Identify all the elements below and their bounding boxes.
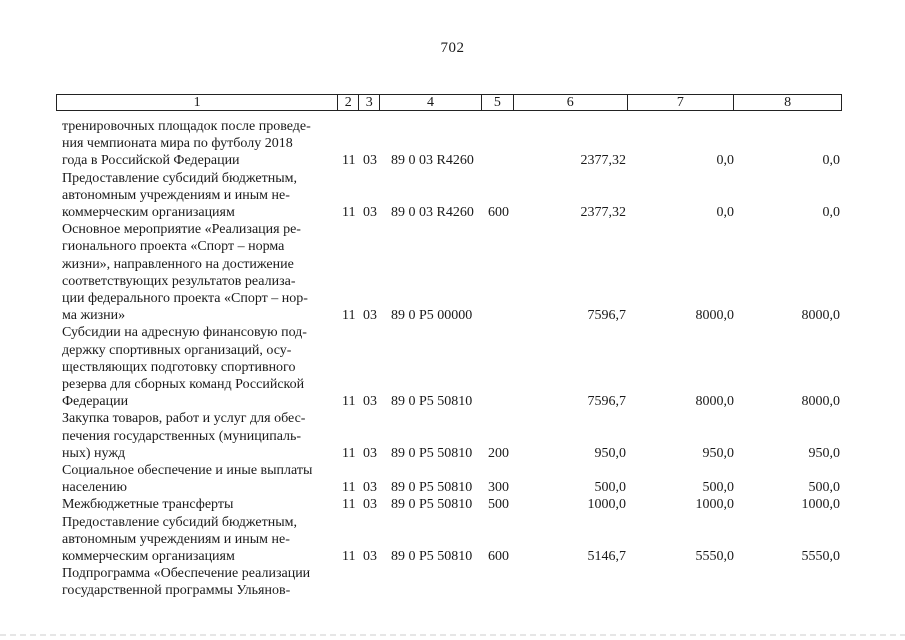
row-description-line: печения государственных (муниципаль-	[62, 428, 302, 444]
subsection-code: 03	[363, 394, 377, 410]
subsection-code: 03	[363, 153, 377, 169]
row-description	[62, 324, 334, 410]
target-article-code: 89 0 P5 50810	[391, 445, 473, 461]
header-col-6: 6	[514, 95, 628, 110]
amount-col-7: 8000,0	[695, 394, 734, 410]
row-description	[62, 462, 334, 496]
section-code: 11	[342, 445, 356, 461]
row-description-line: автономным учреждениям и иным не-	[62, 187, 290, 203]
amount-col-7: 0,0	[716, 204, 734, 220]
amount-col-7: 5550,0	[695, 548, 734, 564]
amount-col-8: 500,0	[808, 480, 840, 496]
table-row	[0, 410, 905, 462]
row-description-line: Межбюджетные трансферты	[62, 497, 234, 513]
target-article-code: 89 0 P5 50810	[391, 497, 473, 513]
subsection-code: 03	[363, 445, 377, 461]
subsection-code: 03	[363, 480, 377, 496]
row-description	[62, 118, 334, 170]
amount-col-7: 500,0	[702, 480, 734, 496]
scan-artifact-line	[0, 634, 905, 636]
subsection-code: 03	[363, 497, 377, 513]
amount-col-7: 0,0	[716, 153, 734, 169]
amount-col-6: 7596,7	[587, 308, 626, 324]
row-description-line: ных) нужд	[62, 445, 126, 461]
target-article-code: 89 0 03 R4260	[391, 153, 474, 169]
row-description-line: Закупка товаров, работ и услуг для обес-	[62, 411, 306, 427]
page-number: 702	[440, 40, 465, 56]
header-col-3: 3	[359, 95, 380, 110]
amount-col-8: 0,0	[822, 153, 840, 169]
row-description	[62, 170, 334, 222]
amount-col-6: 2377,32	[580, 153, 626, 169]
row-description-line: ции федерального проекта «Спорт – нор-	[62, 291, 308, 306]
row-description-line: Основное мероприятие «Реализация ре-	[62, 222, 301, 238]
table-row	[0, 221, 905, 324]
section-code: 11	[342, 394, 356, 410]
subsection-code: 03	[363, 204, 377, 220]
row-description-line: Подпрограмма «Обеспечение реализации	[62, 566, 311, 582]
amount-col-6: 7596,7	[587, 394, 626, 410]
amount-col-8: 8000,0	[801, 308, 840, 324]
row-description-line: резерва для сборных команд Российской	[62, 376, 305, 392]
header-col-1: 1	[57, 95, 338, 110]
row-description-line: тренировочных площадок после проведе-	[62, 119, 311, 134]
row-description-line: коммерческим организациям	[62, 205, 235, 220]
amount-col-7: 950,0	[702, 445, 734, 461]
table-row	[0, 565, 905, 599]
amount-col-8: 950,0	[808, 445, 840, 461]
row-description-line: Федерации	[62, 394, 129, 410]
row-description	[62, 221, 334, 324]
amount-col-8: 1000,0	[801, 497, 840, 513]
table-row	[0, 324, 905, 410]
row-description-line: держку спортивных организаций, осу-	[62, 342, 292, 358]
row-description-line: соответствующих результатов реализа-	[62, 273, 296, 289]
section-code: 11	[342, 308, 356, 324]
header-col-5: 5	[482, 95, 514, 110]
amount-col-6: 950,0	[594, 445, 626, 461]
target-article-code: 89 0 P5 50810	[391, 394, 473, 410]
header-col-2: 2	[338, 95, 359, 110]
target-article-code: 89 0 03 R4260	[391, 204, 474, 220]
amount-col-6: 2377,32	[580, 204, 626, 220]
section-code: 11	[342, 153, 356, 169]
amount-col-6: 500,0	[594, 480, 626, 496]
row-description-line: гионального проекта «Спорт – норма	[62, 239, 285, 255]
amount-col-7: 8000,0	[695, 308, 734, 324]
table-row	[0, 170, 905, 222]
row-description-line: ществляющих подготовку спортивного	[62, 359, 296, 375]
row-description-line: Субсидии на адресную финансовую под-	[62, 325, 307, 341]
section-code: 11	[342, 548, 356, 564]
target-article-code: 89 0 P5 50810	[391, 480, 473, 496]
row-description-line: коммерческим организациям	[62, 548, 235, 564]
target-article-code: 89 0 P5 50810	[391, 548, 473, 564]
header-col-8: 8	[784, 95, 792, 110]
row-description-line: года в Российской Федерации	[62, 153, 240, 169]
subsection-code: 03	[363, 308, 377, 324]
row-description	[62, 565, 334, 599]
table-row	[0, 514, 905, 566]
header-col-7: 7	[628, 95, 735, 110]
row-description-line: государственной программы Ульянов-	[62, 583, 291, 599]
amount-col-8: 0,0	[822, 204, 840, 220]
row-description-line: ния чемпионата мира по футболу 2018	[62, 136, 293, 152]
expense-type-code: 500	[488, 497, 509, 513]
expense-type-code: 300	[488, 480, 509, 496]
table-row	[0, 462, 905, 496]
section-code: 11	[342, 480, 356, 496]
expense-type-code: 600	[488, 548, 509, 564]
amount-col-8: 8000,0	[801, 394, 840, 410]
row-description-line: Социальное обеспечение и иные выплаты	[62, 462, 313, 478]
table-row	[0, 496, 905, 513]
amount-col-7: 1000,0	[695, 497, 734, 513]
table-row	[0, 118, 905, 170]
row-description-line: Предоставление субсидий бюджетным,	[62, 514, 298, 530]
row-description	[62, 496, 334, 513]
row-description-line: населению	[62, 480, 127, 496]
row-description-line: автономным учреждениям и иным не-	[62, 531, 290, 547]
table-body	[0, 118, 905, 600]
amount-col-6: 1000,0	[587, 497, 626, 513]
row-description	[62, 410, 334, 462]
header-col-4: 4	[380, 95, 482, 110]
target-article-code: 89 0 P5 00000	[391, 308, 473, 324]
row-description-line: Предоставление субсидий бюджетным,	[62, 170, 298, 186]
expense-type-code: 600	[488, 204, 509, 220]
section-code: 11	[342, 204, 356, 220]
row-description-line: ма жизни»	[62, 308, 126, 324]
table-header	[56, 94, 842, 111]
row-description	[62, 514, 334, 566]
expense-type-code: 200	[488, 445, 509, 461]
amount-col-6: 5146,7	[587, 548, 626, 564]
row-description-line: жизни», направленного на достижение	[62, 256, 294, 272]
subsection-code: 03	[363, 548, 377, 564]
section-code: 11	[342, 497, 356, 513]
amount-col-8: 5550,0	[801, 548, 840, 564]
